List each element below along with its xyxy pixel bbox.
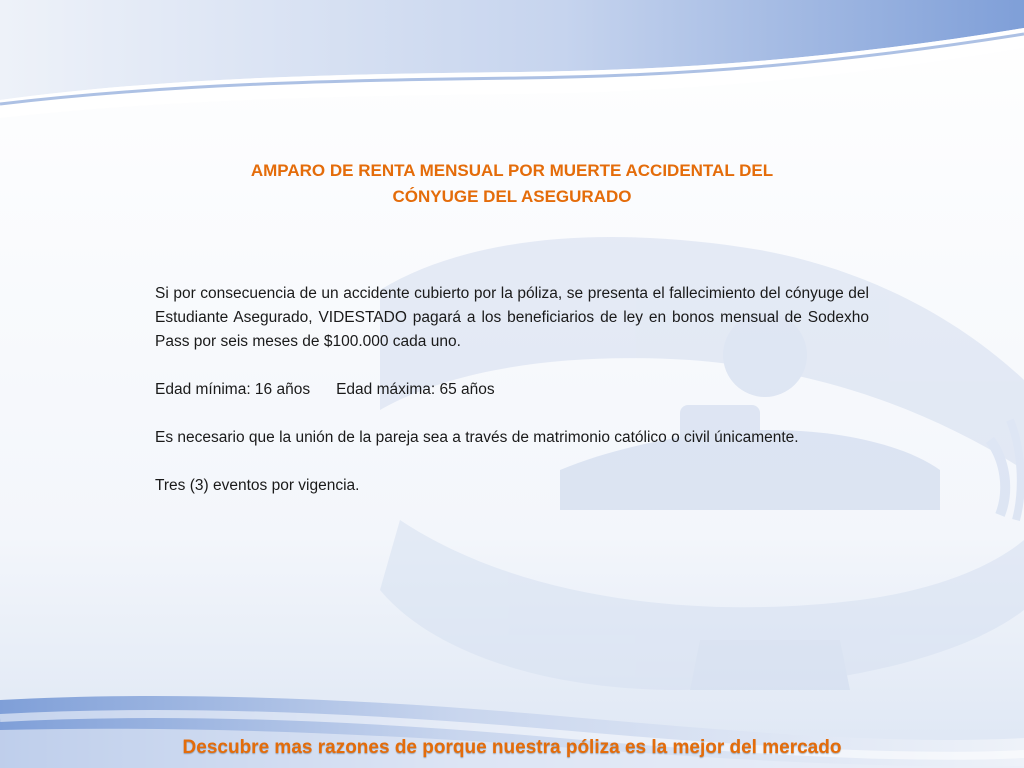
slide-body bbox=[155, 282, 869, 522]
age-limits bbox=[155, 378, 869, 402]
min-age-text: Edad mínima: 16 años bbox=[155, 381, 311, 398]
coverage-paragraph: Si por consecuencia de un accidente cubierto por la póliza, se presenta el fallecimiento del cónyuge del Estudiante Asegurado, VIDESTADO pagará a los beneficiarios de ley en bonos mensual de Sodexho Pass por seis meses de $100.000 cada uno. bbox=[155, 285, 869, 350]
slide-title bbox=[150, 158, 874, 210]
title-line-1: AMPARO DE RENTA MENSUAL POR MUERTE ACCIDENTAL DEL bbox=[250, 161, 774, 180]
title-line-2: CÓNYUGE DEL ASEGURADO bbox=[392, 187, 632, 206]
max-age-text: Edad máxima: 65 años bbox=[336, 381, 495, 398]
marriage-requirement-paragraph: Es necesario que la unión de la pareja sea a través de matrimonio católico o civil únicamente. bbox=[155, 429, 799, 446]
footer-slogan: Descubre mas razones de porque nuestra póliza es la mejor del mercado bbox=[182, 737, 842, 758]
events-per-term-text: Tres (3) eventos por vigencia. bbox=[155, 477, 360, 494]
